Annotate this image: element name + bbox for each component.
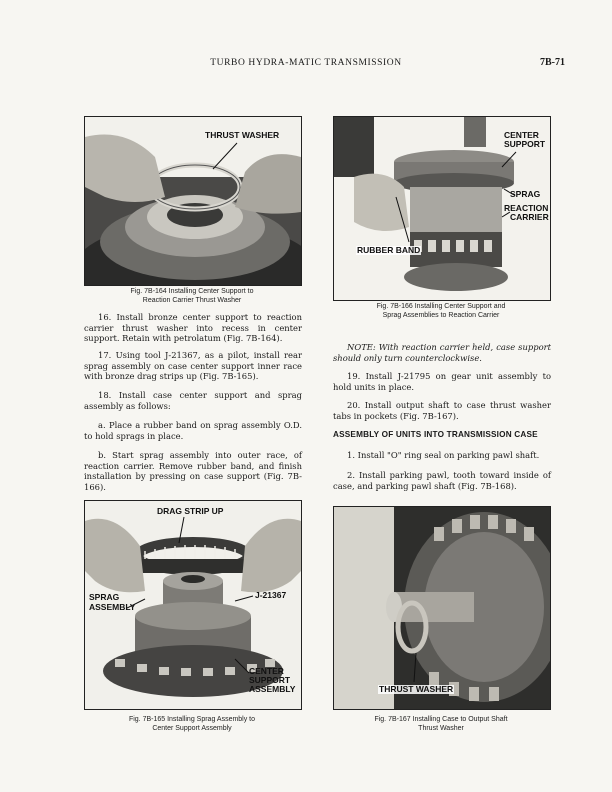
label-sprag: SPRAG [89,592,120,602]
photo-case-output-shaft [334,507,550,709]
page-header-title: TURBO HYDRA-MATIC TRANSMISSION [210,58,402,68]
figure-7b-167-caption [333,716,549,733]
caption-line: Sprag Assemblies to Reaction Carrier [382,311,500,319]
label-tool-j21367: J-21367 [255,590,287,600]
figure-7b-167-photo [333,506,551,710]
note-paragraph: NOTE: With reaction carrier held, case support should only turn counterclockwise. [333,342,551,363]
paragraph-step-18b: b. Start sprag assembly into outer race, of reaction carrier. Remove rubber band, and finish installation by pressing on case support (Fig. 7B-166). [84,450,302,492]
paragraph-step-16: 16. Install bronze center support to reaction carrier thrust washer into recess in center support. Retain with petrolatum (Fig. 7B-164). [84,312,302,343]
caption-line: Fig. 7B-167 Installing Case to Output Shaft [374,716,508,723]
paragraph-step-18: 18. Install case center support and sprag assembly as follows: [84,390,302,411]
label-rubber-band: RUBBER BAND [357,245,421,255]
caption-line: Fig. 7B-165 Installing Sprag Assembly to [128,716,256,723]
paragraph-step-18a: a. Place a rubber band on sprag assembly O.D. to hold sprags in place. [84,420,302,441]
label-drag-strip-up: DRAG STRIP UP [157,506,224,516]
label-reaction: REACTION [504,203,549,213]
label-center: CENTER [249,666,284,676]
label-support: SUPPORT [504,139,546,149]
label-thrust-washer: THRUST WASHER [205,130,280,140]
section-heading-assembly: ASSEMBLY OF UNITS INTO TRANSMISSION CASE [333,430,538,439]
label-assembly: ASSEMBLY [89,602,136,612]
label-thrust-washer: THRUST WASHER [379,684,454,694]
caption-line: Reaction Carrier Thrust Washer [142,296,242,304]
label-center: CENTER [504,130,539,140]
figure-7b-165-caption [84,716,300,733]
paragraph-step-19: 19. Install J-21795 on gear unit assembly to hold units in place. [333,371,551,392]
label-sprag: SPRAG [510,189,541,199]
photo-thrust-washer-install [85,117,301,285]
label-assembly-2: ASSEMBLY [249,684,296,694]
paragraph-step-20: 20. Install output shaft to case thrust washer tabs in pockets (Fig. 7B-167). [333,400,551,421]
figure-7b-165-photo [84,500,302,710]
paragraph-step-17: 17. Using tool J-21367, as a pilot, install rear sprag assembly on case center support inner race with bronze drag strips up (Fig. 7B-165). [84,350,302,381]
figure-7b-164-photo [84,116,302,286]
paragraph-assembly-step-2: 2. Install parking pawl, tooth toward inside of case, and parking pawl shaft (Fig. 7B-168). [333,470,551,491]
figure-7b-166-caption [333,303,549,320]
paragraph-assembly-step-1: 1. Install "O" ring seal on parking pawl shaft. [347,450,540,460]
caption-line: Thrust Washer [418,724,464,732]
caption-line: Fig. 7B-164 Installing Center Support to [130,288,254,295]
caption-line: Fig. 7B-166 Installing Center Support and [376,303,506,310]
figure-7b-164-caption [84,288,300,305]
label-support: SUPPORT [249,675,291,685]
figure-7b-166-photo [333,116,551,301]
caption-line: Center Support Assembly [152,724,232,732]
label-carrier: CARRIER [510,212,549,222]
page-number: 7B-71 [540,57,565,68]
